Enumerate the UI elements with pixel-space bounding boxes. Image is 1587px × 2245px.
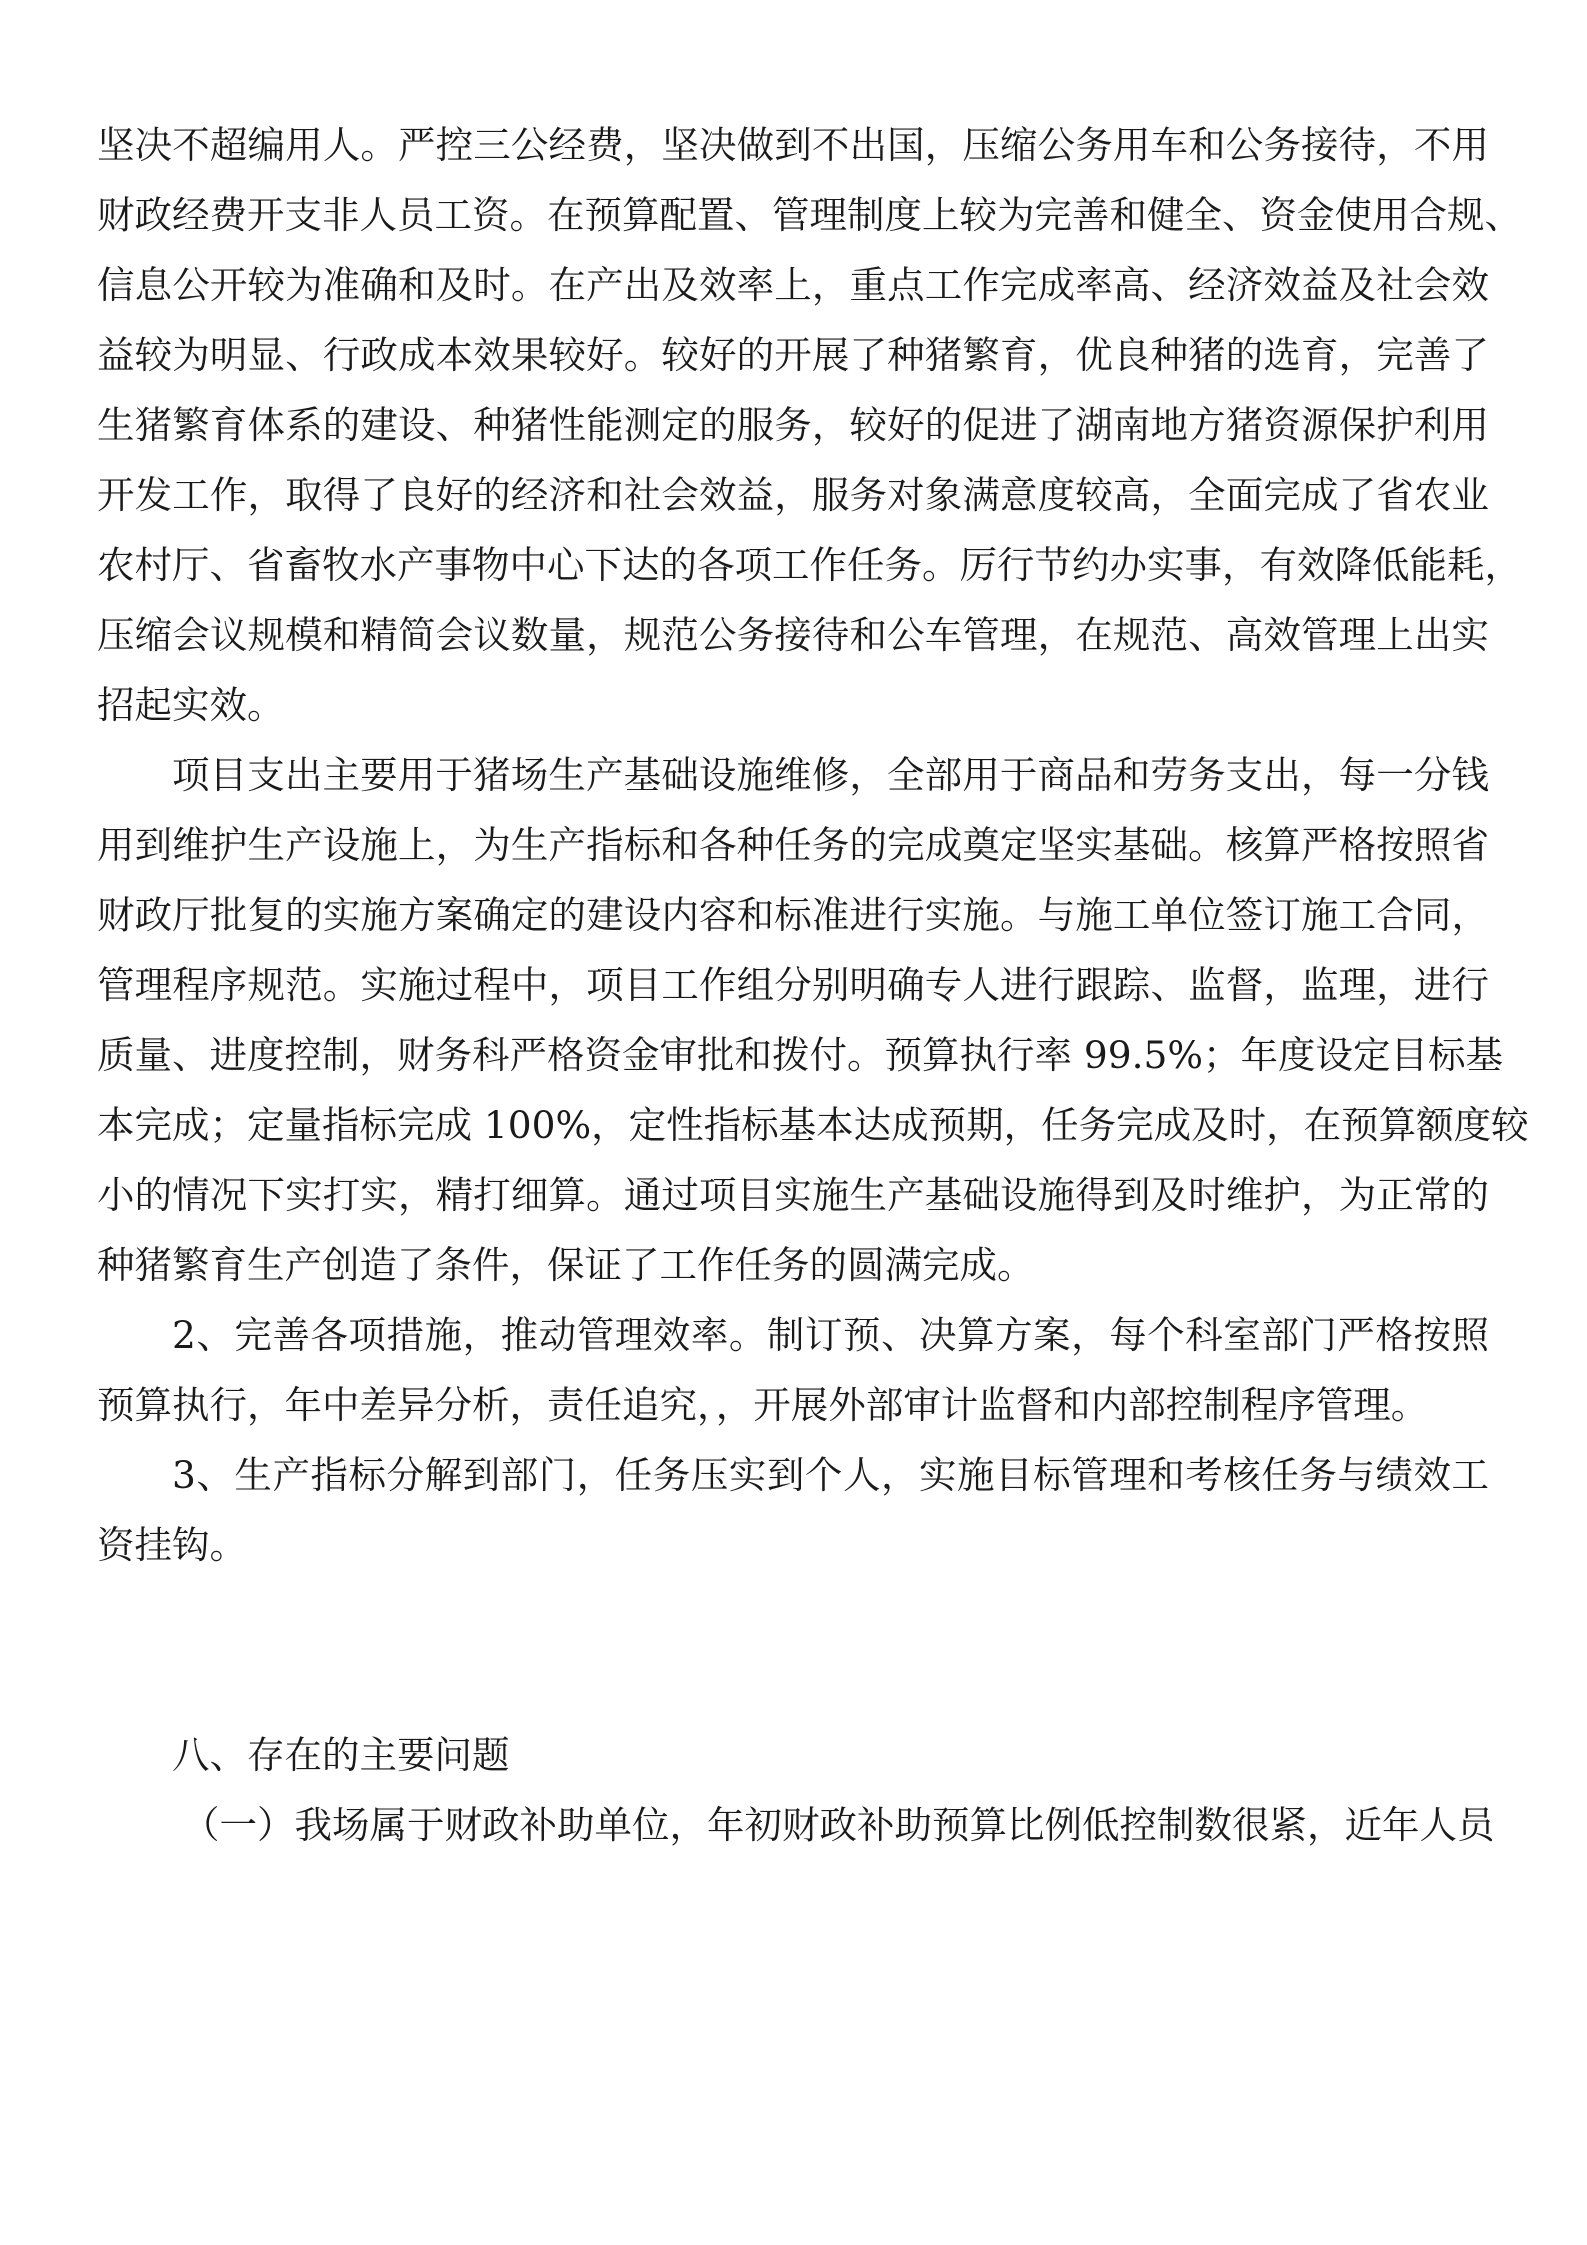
paragraph-measures <box>97 1300 1489 1440</box>
text-line: 压缩会议规模和精简会议数量，规范公务接待和公车管理，在规范、高效管理上出实 <box>97 613 1489 657</box>
text-line: 预算执行，年中差异分析，责任追究，，开展外部审计监督和内部控制程序管理。 <box>97 1383 1429 1427</box>
text-line: 3、生产指标分解到部门，任务压实到个人，实施目标管理和考核任务与绩效工 <box>172 1453 1489 1497</box>
text-line: 资挂钩。 <box>97 1523 247 1567</box>
text-line: 用到维护生产设施上，为生产指标和各种任务的完成奠定坚实基础。核算严格按照省 <box>97 823 1489 867</box>
text-line: 项目支出主要用于猪场生产基础设施维修，全部用于商品和劳务支出，每一分钱 <box>172 753 1489 797</box>
text-line: 财政厅批复的实施方案确定的建设内容和标准进行实施。与施工单位签订施工合同， <box>97 893 1489 937</box>
section-heading: 八、存在的主要问题 <box>172 1733 510 1777</box>
text-line: 2、完善各项措施，推动管理效率。制订预、决算方案，每个科室部门严格按照 <box>172 1313 1489 1357</box>
text-line: 小的情况下实打实，精打细算。通过项目实施生产基础设施得到及时维护，为正常的 <box>97 1173 1489 1217</box>
text-line: 开发工作，取得了良好的经济和社会效益，服务对象满意度较高，全面完成了省农业 <box>97 473 1489 517</box>
document-page <box>97 110 1529 1860</box>
text-line: 管理程序规范。实施过程中，项目工作组分别明确专人进行跟踪、监督，监理，进行 <box>97 963 1489 1007</box>
paragraph-project-expenditure <box>97 740 1529 1300</box>
text-line: 农村厅、省畜牧水产事物中心下达的各项工作任务。厉行节约办实事，有效降低能耗， <box>97 543 1522 587</box>
text-line: 坚决不超编用人。严控三公经费，坚决做到不出国，压缩公务用车和公务接待，不用 <box>97 123 1489 167</box>
text-line: 质量、进度控制，财务科严格资金审批和拨付。预算执行率 99.5%；年度设定目标基 <box>97 1033 1504 1077</box>
text-line: 生猪繁育体系的建设、种猪性能测定的服务，较好的促进了湖南地方猪资源保护利用 <box>97 403 1489 447</box>
text-line: 招起实效。 <box>97 683 285 727</box>
text-line: 种猪繁育生产创造了条件，保证了工作任务的圆满完成。 <box>97 1243 1035 1287</box>
text-line: 益较为明显、行政成本效果较好。较好的开展了种猪繁育，优良种猪的选育，完善了 <box>97 333 1489 377</box>
item-one-text: （一）我场属于财政补助单位，年初财政补助预算比例低控制数很紧，近年人员 <box>182 1803 1495 1847</box>
text-line: 财政经费开支非人员工资。在预算配置、管理制度上较为完善和健全、资金使用合规、 <box>97 193 1522 237</box>
paragraph-targets <box>97 1440 1489 1580</box>
text-line: 本完成；定量指标完成 100%，定性指标基本达成预期，任务完成及时，在预算额度较 <box>97 1103 1529 1147</box>
paragraph-summary <box>97 110 1522 740</box>
text-line: 信息公开较为准确和及时。在产出及效率上，重点工作完成率高、经济效益及社会效 <box>97 263 1489 307</box>
